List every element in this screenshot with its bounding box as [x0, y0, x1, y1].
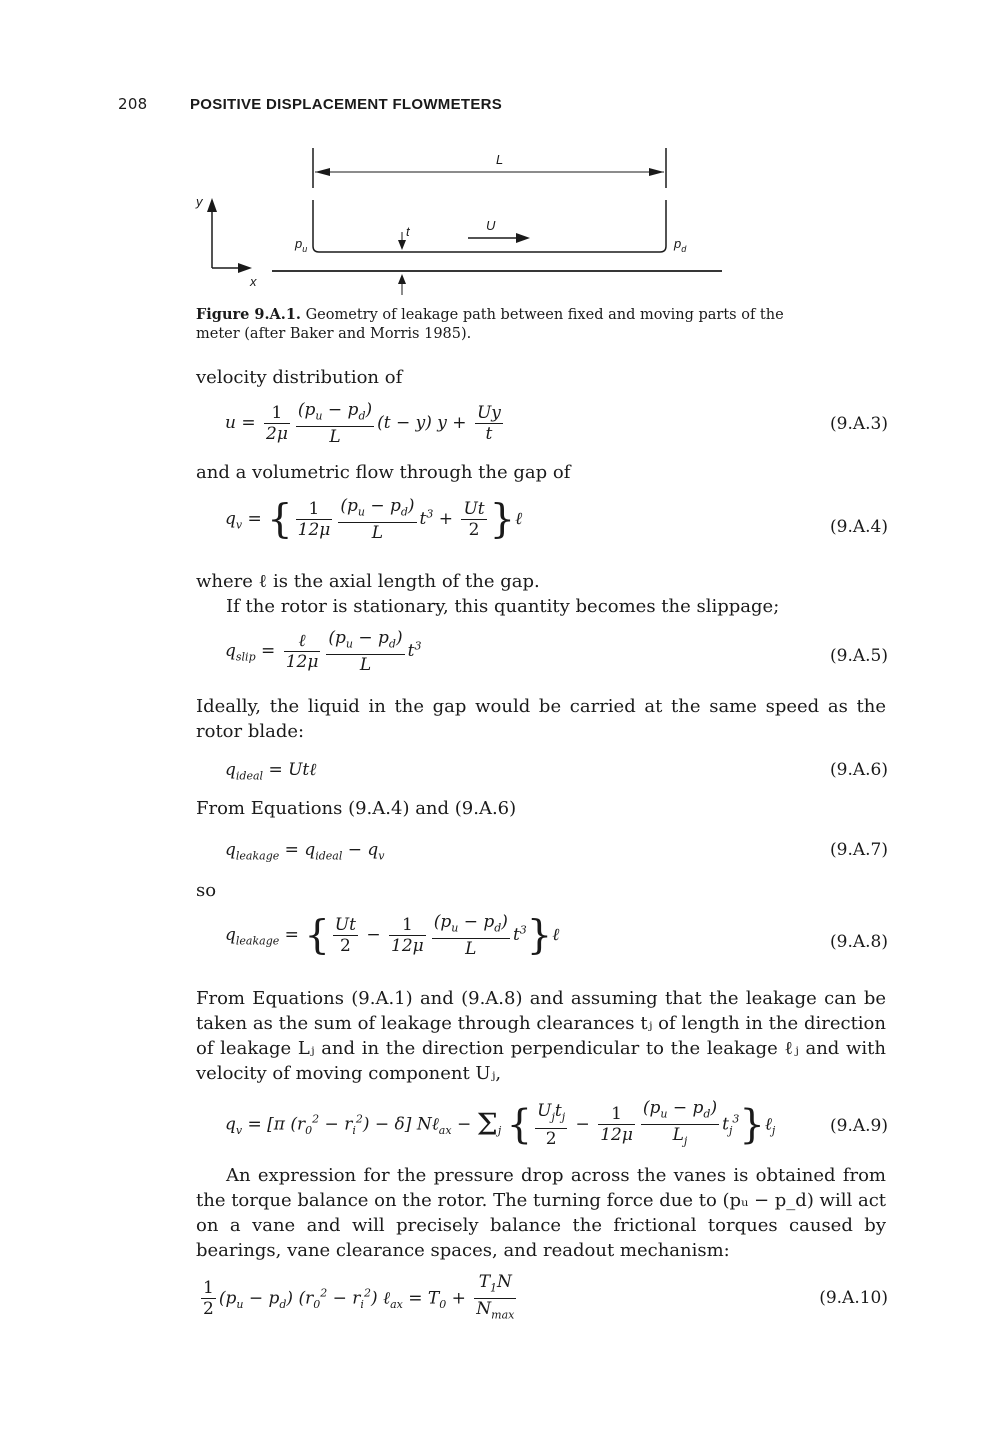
label-pd-sub: d [681, 244, 687, 254]
figure-caption [196, 305, 816, 344]
equation-number-9A10: (9.A.10) [819, 1288, 888, 1308]
paragraph-where: where ℓ is the axial length of the gap. [196, 571, 540, 592]
paragraph-so: so [196, 880, 217, 901]
paragraph-velocity: velocity distribution of [196, 367, 403, 388]
leakage-geometry-figure [190, 140, 750, 300]
paragraph-from-equations: From Equations (9.A.4) and (9.A.6) [196, 798, 517, 819]
svg-text:pu [294, 236, 307, 254]
equation-9A6: $q_{ideal}$ = Utℓ [225, 760, 317, 783]
figure-caption-text: Geometry of leakage path between fixed and moving parts of the meter (after Baker and Morris 1985). [196, 307, 784, 342]
paragraph-pressure-drop: An expression for the pressure drop across the vanes is obtained from the torque balance on the rotor. The turning force due to (pᵤ − p_d) will act on a vane and will precisely balance the frictional torques caused by bearings, vane clearance spaces, and readout mechanism: [196, 1165, 887, 1261]
equation-number-9A3: (9.A.3) [830, 414, 888, 434]
paragraph-ideally: Ideally, the liquid in the gap would be carried at the same speed as the rotor blade: [196, 696, 886, 742]
equation-number-9A6: (9.A.6) [830, 760, 888, 780]
page-number: 208 [118, 95, 148, 113]
paragraph-leakage-sum: From Equations (9.A.1) and (9.A.8) and assuming that the leakage can be taken as the sum of leakage through clearances tⱼ of length in the direction of leakage Lⱼ and in the direction perpendicular to the leakage ℓⱼ and with velocity of moving component Uⱼ, [196, 988, 886, 1084]
equation-9A7: $q_{leakage} = q_{ideal} - q_v$ [225, 840, 385, 863]
figure-caption-label: Figure 9.A.1. [196, 306, 301, 323]
running-head-title: POSITIVE DISPLACEMENT FLOWMETERS [190, 96, 503, 113]
paragraph-rotor-stationary: If the rotor is stationary, this quantity becomes the slippage; [226, 596, 780, 617]
svg-text:pd [673, 236, 687, 254]
equation-number-9A7: (9.A.7) [830, 840, 888, 860]
axis-x-label: x [250, 274, 257, 289]
equation-number-9A9: (9.A.9) [830, 1116, 888, 1136]
equation-9A4: $q_v$ = { $\frac{1}{12\mu}$ $\frac{(p_u - p_d)}{L}$ $t^3$ + $\frac{Ut}{2}$ }ℓ [225, 496, 523, 544]
label-U: U [486, 218, 496, 233]
equation-9A3: u = $\frac{1}{2\mu}$ $\frac{(p_u - p_d)}{L}$ (t − y) y + $\frac{Uy}{t}$ [225, 400, 501, 448]
label-pu-sub: u [302, 244, 308, 254]
equation-number-9A8: (9.A.8) [830, 932, 888, 952]
label-pu: p [295, 236, 303, 251]
equation-number-9A4: (9.A.4) [830, 517, 888, 537]
equation-number-9A5: (9.A.5) [830, 646, 888, 666]
label-L: L [496, 152, 504, 167]
equation-9A8: $q_{leakage}$ = { $\frac{Ut}{2}$ − $\frac{1}{12\mu}$ $\frac{(p_u - p_d)}{L}$ $t^3\}\ell$ [225, 912, 560, 960]
paragraph-volumetric: and a volumetric flow through the gap of [196, 462, 571, 483]
label-t: t [406, 224, 410, 239]
running-head [118, 95, 502, 113]
equation-9A9: $q_v = [\pi$ $(r_0^2 - r_i^2) - \delta$] Nℓ$_{ax}$ − $\Sigma_j$ { $\frac{U_jt_j}{2}$ − $\frac{1}{12\mu}$ $\frac{(p_u - p_d)}{L_j}$ $t_j^3\}\ell_j$ [225, 1098, 776, 1149]
equation-9A10: $\frac{1}{2}$ $(p_u - p_d) (r_0^2 - r_i^2)$ ℓ$_{ax}$ = $T_0$ + $\frac{T_1N}{N_{max}}$ [203, 1272, 515, 1322]
equation-9A5: $q_{slip}$ = $\frac{\text{ℓ}}{12\mu}$ $\frac{(p_u - p_d)}{L}$ $t^3$ [225, 628, 422, 676]
label-pd: p [674, 236, 682, 251]
axis-y-label: y [196, 194, 203, 209]
